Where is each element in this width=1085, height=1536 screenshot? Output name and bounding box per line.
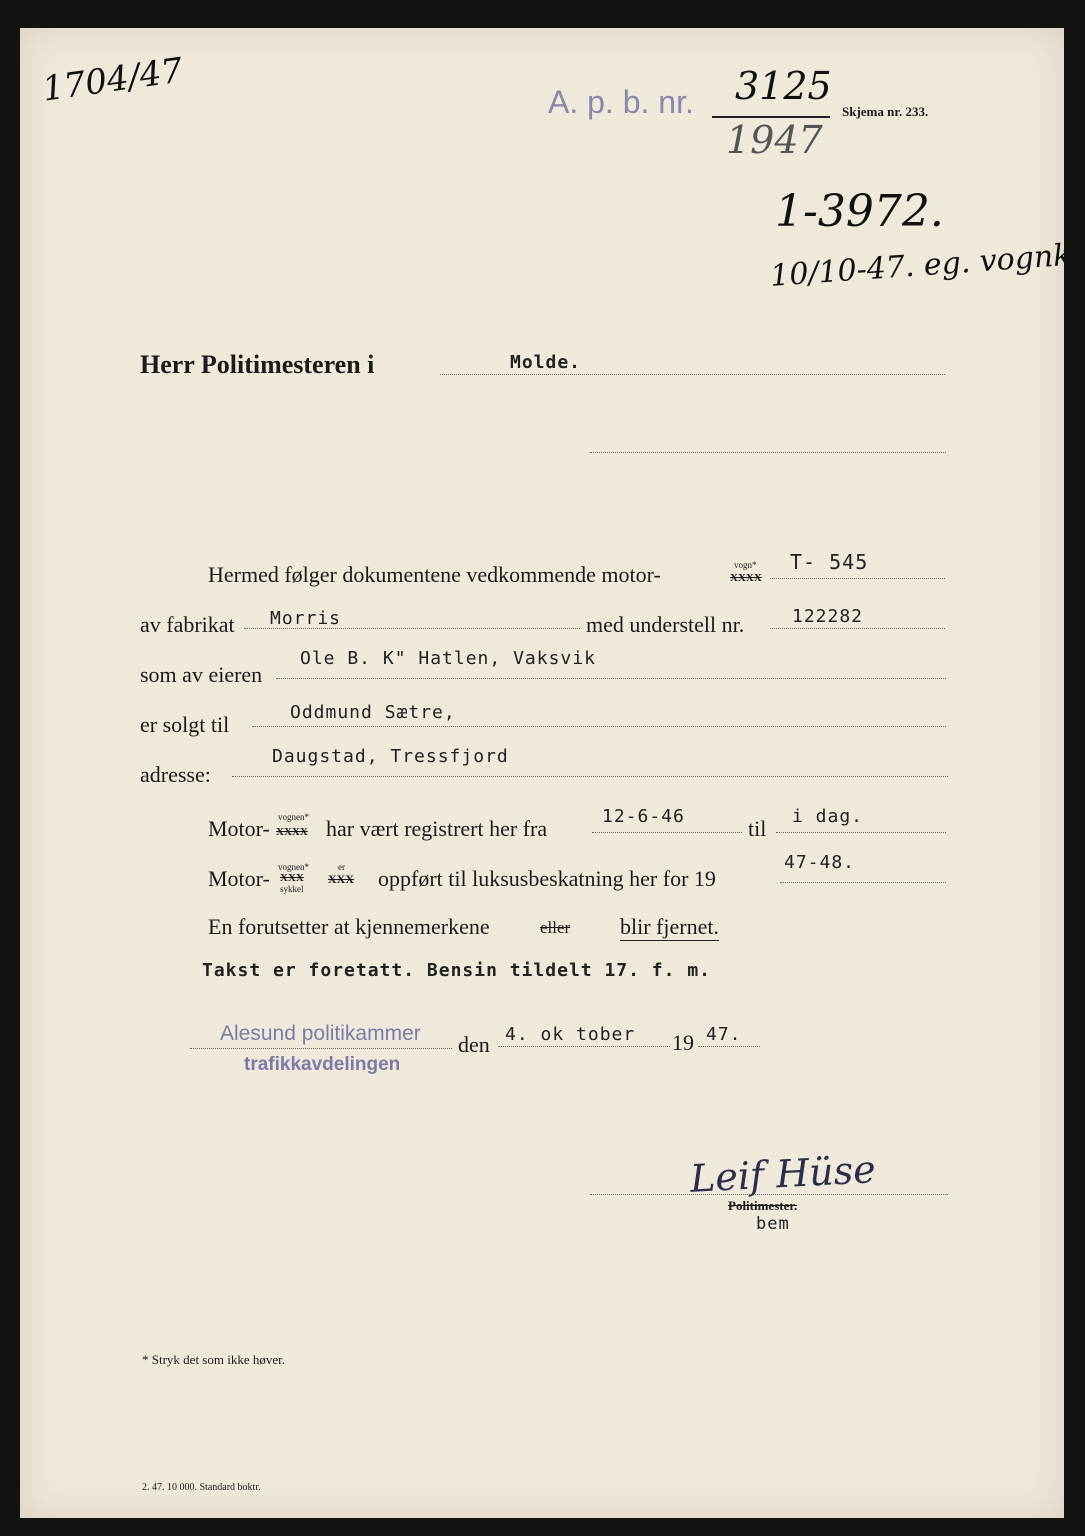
signature-title-struck: Politimester. — [728, 1198, 798, 1213]
printer-mark: 2. 47. 10 000. Standard boktr. — [142, 1482, 261, 1493]
luxury-label-a: Motor- — [208, 866, 270, 891]
vognen-struck: XXXX — [276, 826, 308, 838]
fabrikat-label: av fabrikat — [140, 612, 235, 637]
plates-struck: eller — [540, 918, 571, 937]
registered-til-label: til — [748, 816, 767, 841]
address-label: adresse: — [140, 762, 211, 787]
understell-value: 122282 — [792, 606, 864, 627]
vognen-superscript: vognen* — [278, 812, 309, 822]
date-year-prefix: 19 — [672, 1030, 694, 1055]
vogn-struck: XXXX — [730, 572, 762, 584]
plates-label: En forutsetter at kjennemerkene — [208, 914, 490, 939]
archive-number: 1704/47 — [39, 50, 186, 110]
vogn-superscript: vogn* — [734, 560, 757, 570]
owner-label: som av eieren — [140, 662, 263, 687]
registered-label-a: Motor- — [208, 816, 270, 841]
luxury-label-b: oppført til luksusbeskatning her for 19 — [378, 866, 716, 891]
signature: Leif Hüse — [688, 1147, 877, 1201]
registered-from: 12-6-46 — [602, 806, 685, 827]
valuation-line: Takst er foretatt. Bensin tildelt 17. f. m. — [202, 960, 711, 981]
luxury-sykkel-subscript: sykkel — [280, 884, 304, 894]
police-stamp-line1: Alesund politikammer — [220, 1022, 421, 1045]
date-den-label: den — [458, 1032, 490, 1057]
owner-value: Ole B. K" Hatlen, Vaksvik — [300, 648, 596, 669]
understell-label: med understell nr. — [586, 612, 745, 637]
apb-stamp-prefix: A. p. b. nr. — [548, 84, 694, 120]
luxury-struck-1: XXX — [280, 872, 304, 884]
sold-to-value: Oddmund Sætre, — [290, 702, 456, 723]
footnote: * Stryk det som ikke høver. — [142, 1352, 285, 1367]
luxury-vognen-superscript: vognen* — [278, 862, 309, 872]
sold-to-label: er solgt til — [140, 712, 230, 737]
apb-stamp-number: 3125 — [735, 64, 832, 108]
luxury-struck-2: XXX — [328, 872, 354, 886]
fabrikat-value: Morris — [270, 608, 342, 629]
apb-stamp-year: 1947 — [726, 118, 823, 162]
addressee-value: Molde. — [510, 352, 582, 373]
date-day-month: 4. ok tober — [505, 1024, 636, 1045]
registration-number: 1-3972. — [775, 186, 944, 237]
police-stamp-line2: trafikkavdelingen — [244, 1054, 401, 1075]
plates-label-b: blir fjernet. — [620, 914, 719, 939]
date-year-value: 47. — [706, 1024, 742, 1045]
registration-plate: T- 545 — [790, 550, 869, 574]
form-number: Skjema nr. 233. — [842, 104, 929, 119]
registered-to: i dag. — [792, 806, 864, 827]
registered-label-b: har vært registrert her fra — [326, 816, 548, 841]
registration-note: 10/10-47. eg. vognk. — [769, 237, 1082, 294]
signature-title-typed: bem — [756, 1214, 790, 1234]
addressee-label: Herr Politimesteren i — [140, 350, 375, 379]
documents-label: Hermed følger dokumentene vedkommende motor- — [208, 562, 661, 587]
luxury-years: 47-48. — [784, 852, 856, 873]
luxury-er-superscript: er — [338, 862, 345, 872]
address-value: Daugstad, Tressfjord — [272, 746, 509, 767]
